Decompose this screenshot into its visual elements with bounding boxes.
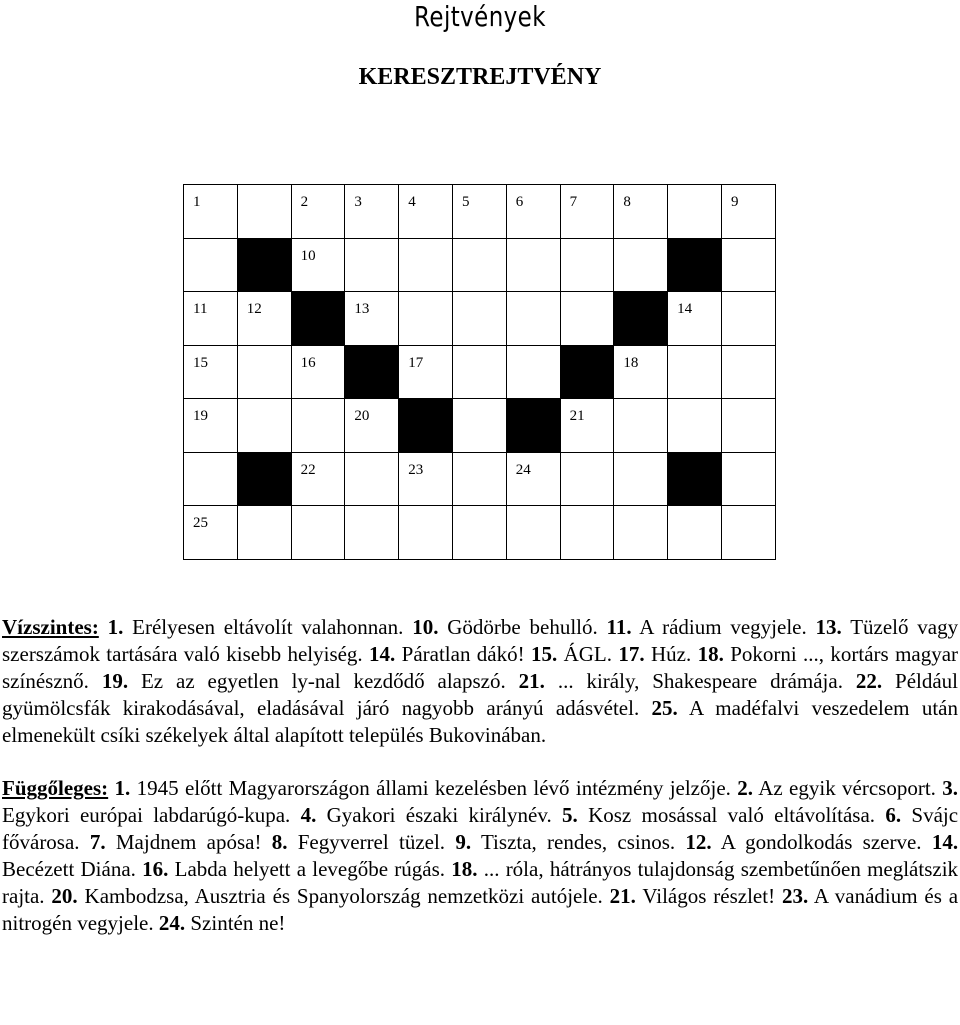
cell-number: 13 bbox=[354, 301, 370, 317]
grid-cell[interactable] bbox=[614, 346, 668, 400]
clue-number: 8. bbox=[271, 830, 288, 854]
black-cell bbox=[345, 346, 399, 400]
grid-cell[interactable] bbox=[345, 292, 399, 346]
clue-number: 10. bbox=[412, 615, 439, 639]
clue-text: Erélyesen eltávolít valahonnan. bbox=[132, 615, 404, 639]
cell-number: 22 bbox=[300, 461, 316, 478]
grid-cell[interactable] bbox=[238, 399, 292, 453]
clue-text: A gondolkodás szerve. bbox=[720, 830, 922, 854]
across-clues bbox=[2, 614, 958, 749]
cell-number: 20 bbox=[354, 408, 370, 424]
grid-cell[interactable] bbox=[453, 453, 507, 507]
grid-cell[interactable] bbox=[184, 292, 238, 346]
grid-cell[interactable] bbox=[238, 292, 292, 346]
clue-text: Svájc fővárosa. bbox=[2, 803, 959, 854]
grid-cell[interactable] bbox=[292, 239, 346, 293]
cell-number: 5 bbox=[461, 194, 470, 210]
grid-cell[interactable] bbox=[561, 185, 615, 239]
clue-text: Pokorni ..., kortárs magyar színésznő. bbox=[2, 642, 959, 693]
grid-cell[interactable] bbox=[184, 399, 238, 453]
grid-cell[interactable] bbox=[668, 399, 722, 453]
grid-cell[interactable] bbox=[507, 506, 561, 560]
clue-text: ... róla, hátrányos tulajdonság szembetűnően meglátszik rajta. bbox=[2, 857, 959, 908]
across-heading: Vízszintes: bbox=[2, 615, 99, 639]
clue-text: A rádium vegyjele. bbox=[639, 615, 807, 639]
grid-cell[interactable] bbox=[722, 506, 776, 560]
cell-number: 15 bbox=[193, 354, 208, 371]
black-cell bbox=[614, 292, 668, 346]
grid-cell[interactable] bbox=[453, 239, 507, 293]
clue-number: 23. bbox=[781, 884, 809, 908]
black-cell bbox=[668, 239, 722, 293]
grid-cell[interactable] bbox=[561, 399, 615, 453]
clue-text: Világos részlet! bbox=[642, 884, 776, 908]
down-clues bbox=[2, 775, 958, 937]
black-cell bbox=[399, 399, 453, 453]
clue-number: 12. bbox=[685, 830, 712, 854]
grid-cell[interactable] bbox=[614, 239, 668, 293]
grid-cell[interactable] bbox=[399, 185, 453, 239]
cell-number: 18 bbox=[623, 354, 639, 371]
grid-cell[interactable] bbox=[292, 346, 346, 400]
clue-number: 2. bbox=[737, 776, 754, 800]
grid-cell[interactable] bbox=[345, 506, 399, 560]
clue-text: Kambodzsa, Ausztria és Spanyolország nemzetközi autójele. bbox=[84, 884, 603, 908]
grid-cell[interactable] bbox=[238, 506, 292, 560]
clue-number: 11. bbox=[606, 615, 632, 639]
puzzle-title: KERESZTREJTVÉNY bbox=[358, 64, 602, 90]
clue-number: 19. bbox=[101, 669, 129, 693]
clue-number: 16. bbox=[142, 857, 169, 881]
grid-cell[interactable] bbox=[668, 185, 722, 239]
clue-number: 14. bbox=[931, 830, 959, 854]
grid-cell[interactable] bbox=[722, 185, 776, 239]
black-cell bbox=[238, 239, 292, 293]
grid-cell[interactable] bbox=[722, 453, 776, 507]
grid-cell[interactable] bbox=[399, 239, 453, 293]
cell-number: 19 bbox=[193, 408, 208, 424]
grid-cell[interactable] bbox=[561, 292, 615, 346]
clue-text: A madéfalvi veszedelem után elmenekült csíki székelyek által alapított település Bukovinában. bbox=[2, 696, 958, 747]
clue-number: 13. bbox=[815, 615, 842, 639]
grid-cell[interactable] bbox=[722, 346, 776, 400]
clue-text: Tüzelő vagy szerszámok tartására való kisebb helyiség. bbox=[2, 615, 959, 666]
grid-cell[interactable] bbox=[453, 506, 507, 560]
clue-text: Például gyümölcsfák kirakodásával, eladásával járó nagyobb arányú adásvétel. bbox=[2, 669, 959, 720]
grid-cell[interactable] bbox=[561, 453, 615, 507]
clue-number: 18. bbox=[451, 857, 478, 881]
grid-cell[interactable] bbox=[722, 292, 776, 346]
cell-number: 9 bbox=[730, 194, 739, 210]
cell-number: 3 bbox=[354, 194, 362, 210]
grid-cell[interactable] bbox=[507, 185, 561, 239]
down-heading: Függőleges: bbox=[2, 776, 109, 800]
grid-cell[interactable] bbox=[453, 185, 507, 239]
grid-cell[interactable] bbox=[722, 399, 776, 453]
grid-cell[interactable] bbox=[345, 239, 399, 293]
grid-cell[interactable] bbox=[184, 453, 238, 507]
cell-number: 24 bbox=[515, 461, 531, 478]
clue-text: Becézett Diána. bbox=[2, 857, 136, 881]
crossword-grid bbox=[183, 184, 776, 560]
grid-cell[interactable] bbox=[668, 346, 722, 400]
grid-cell[interactable] bbox=[453, 292, 507, 346]
grid-cell[interactable] bbox=[238, 185, 292, 239]
clue-number: 15. bbox=[530, 642, 558, 666]
clue-text: Páratlan dákó! bbox=[401, 642, 525, 666]
grid-cell[interactable] bbox=[453, 399, 507, 453]
clue-text: Ez az egyetlen ly-nal kezdődő alapszó. bbox=[140, 669, 506, 693]
grid-cell[interactable] bbox=[614, 399, 668, 453]
grid-cell[interactable] bbox=[184, 346, 238, 400]
grid-cell[interactable] bbox=[399, 346, 453, 400]
cell-number: 10 bbox=[300, 247, 316, 264]
cell-number: 25 bbox=[193, 515, 208, 531]
clue-number: 9. bbox=[455, 830, 472, 854]
grid-cell[interactable] bbox=[614, 453, 668, 507]
clue-number: 20. bbox=[51, 884, 78, 908]
black-cell bbox=[668, 453, 722, 507]
clue-text: ... király, Shakespeare drámája. bbox=[557, 669, 843, 693]
clue-text: Majdnem apósa! bbox=[115, 830, 262, 854]
clue-number: 18. bbox=[697, 642, 724, 666]
clue-number: 4. bbox=[300, 803, 317, 827]
clue-number: 22. bbox=[855, 669, 883, 693]
clues-section bbox=[2, 614, 958, 963]
clue-number: 7. bbox=[89, 830, 106, 854]
grid-cell[interactable] bbox=[561, 506, 615, 560]
cell-number: 7 bbox=[569, 194, 578, 210]
clue-text: Gyakori északi királynév. bbox=[326, 803, 552, 827]
grid-cell[interactable] bbox=[668, 506, 722, 560]
clue-text: Egykori európai labdarúgó-kupa. bbox=[2, 803, 291, 827]
black-cell bbox=[561, 346, 615, 400]
cell-number: 23 bbox=[408, 461, 424, 478]
grid-cell[interactable] bbox=[722, 239, 776, 293]
clue-number: 21. bbox=[518, 669, 545, 693]
clue-number: 5. bbox=[562, 803, 578, 827]
cell-number: 14 bbox=[677, 301, 693, 317]
grid-cell[interactable] bbox=[345, 399, 399, 453]
clue-number: 14. bbox=[369, 642, 396, 666]
grid-cell[interactable] bbox=[614, 185, 668, 239]
clue-number: 24. bbox=[158, 911, 186, 935]
clue-number: 21. bbox=[609, 884, 636, 908]
grid-cell[interactable] bbox=[184, 239, 238, 293]
cell-number: 12 bbox=[246, 301, 262, 317]
black-cell bbox=[292, 292, 346, 346]
cell-number: 1 bbox=[193, 194, 201, 210]
grid-cell[interactable] bbox=[292, 185, 346, 239]
clue-number: 3. bbox=[942, 776, 959, 800]
grid-cell[interactable] bbox=[292, 399, 346, 453]
grid-cell[interactable] bbox=[399, 453, 453, 507]
cell-number: 2 bbox=[300, 194, 309, 210]
grid-cell[interactable] bbox=[507, 453, 561, 507]
grid-cell[interactable] bbox=[399, 292, 453, 346]
grid-cell[interactable] bbox=[507, 292, 561, 346]
page-title: Rejtvények bbox=[414, 0, 546, 33]
grid-cell[interactable] bbox=[668, 292, 722, 346]
clue-text: Szintén ne! bbox=[190, 911, 286, 935]
black-cell bbox=[238, 453, 292, 507]
grid-cell[interactable] bbox=[345, 453, 399, 507]
grid-cell[interactable] bbox=[561, 239, 615, 293]
grid-cell[interactable] bbox=[453, 346, 507, 400]
clue-text: Tiszta, rendes, csinos. bbox=[480, 830, 676, 854]
grid-cell[interactable] bbox=[345, 185, 399, 239]
cell-number: 8 bbox=[623, 194, 631, 210]
grid-cell[interactable] bbox=[184, 185, 238, 239]
grid-cell[interactable] bbox=[238, 346, 292, 400]
cell-number: 17 bbox=[408, 354, 424, 371]
clue-number: 17. bbox=[618, 642, 645, 666]
clue-text: Labda helyett a levegőbe rúgás. bbox=[174, 857, 445, 881]
grid-cell[interactable] bbox=[292, 453, 346, 507]
clue-text: Az egyik vércsoport. bbox=[758, 776, 936, 800]
clue-text: Kosz mosással való eltávolítása. bbox=[588, 803, 876, 827]
cell-number: 11 bbox=[193, 301, 208, 317]
grid-cell[interactable] bbox=[292, 506, 346, 560]
clue-text: 1945 előtt Magyarországon állami kezelésben lévő intézmény jelzője. bbox=[136, 776, 731, 800]
grid-cell[interactable] bbox=[184, 506, 238, 560]
grid-cell[interactable] bbox=[507, 239, 561, 293]
clue-text: A vanádium és a nitrogén vegyjele. bbox=[2, 884, 959, 935]
grid-cell[interactable] bbox=[507, 346, 561, 400]
clue-number: 1. bbox=[107, 615, 124, 639]
clue-text: ÁGL. bbox=[563, 642, 613, 666]
cell-number: 16 bbox=[300, 354, 316, 371]
clue-number: 25. bbox=[651, 696, 678, 720]
clue-number: 1. bbox=[114, 776, 131, 800]
grid-cell[interactable] bbox=[614, 506, 668, 560]
black-cell bbox=[507, 399, 561, 453]
cell-number: 6 bbox=[515, 194, 524, 210]
cell-number: 21 bbox=[569, 408, 585, 424]
clue-text: Fegyverrel tüzel. bbox=[297, 830, 446, 854]
clue-text: Gödörbe behulló. bbox=[447, 615, 598, 639]
grid-cell[interactable] bbox=[399, 506, 453, 560]
clue-text: Húz. bbox=[650, 642, 692, 666]
cell-number: 4 bbox=[408, 194, 416, 210]
clue-number: 6. bbox=[885, 803, 902, 827]
